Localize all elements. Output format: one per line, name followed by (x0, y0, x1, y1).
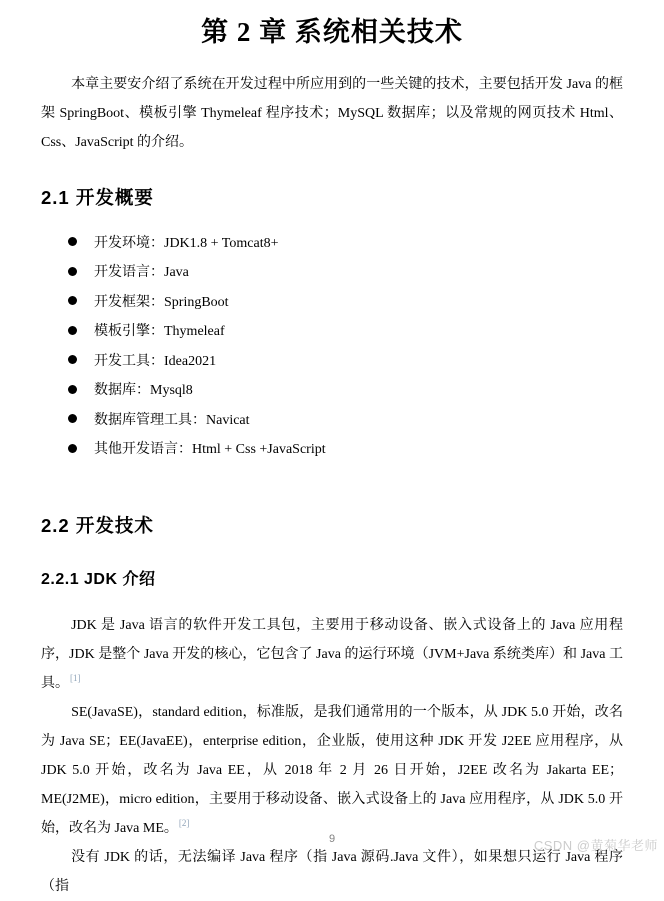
bullet-icon (68, 237, 77, 246)
chapter-title: 第 2 章 系统相关技术 (201, 17, 463, 47)
jdk-paragraph-2-text: SE(JavaSE)，standard edition，标准版，是我们通常用的一个版本，从 JDK 5.0 开始，改名为 Java SE；EE(JavaEE)，enterprise edition，企业版，使用这种 JDK 开发 J2EE 应用程序，从 JDK 5.0 开始，改名为 Java EE，从 2018 年 2 月 26 日开始，J2EE 改名为 Jakarta EE；ME(J2ME)，micro edition，主要用于移动设备、嵌入式设备上的 Java 应用程序，从 JDK 5.0 开始，改名为 Java ME。 (41, 705, 623, 836)
list-item (68, 375, 623, 405)
jdk-paragraph-1 (41, 611, 623, 698)
bullet-icon (68, 444, 77, 453)
bullet-icon (68, 385, 77, 394)
bullet-text: 数据库管理工具：Navicat (94, 412, 250, 428)
intro-paragraph: 本章主要安介绍了系统在开发过程中所应用到的一些关键的技术，主要包括开发 Java 的框架 SpringBoot、模板引擎 Thymeleaf 程序技术；MySQL 数据库；以及常规的网页技术 Html、Css、JavaScript 的介绍。 (41, 77, 623, 150)
bullet-icon (68, 326, 77, 335)
dev-overview-list (41, 227, 623, 463)
bullet-icon (68, 414, 77, 423)
bullet-text: 模板引擎：Thymeleaf (94, 324, 225, 340)
document-page (0, 14, 664, 901)
section-2-2-1-heading: 2.2.1 JDK 介绍 (41, 571, 156, 588)
jdk-paragraph-2 (41, 698, 623, 843)
bullet-icon (68, 267, 77, 276)
watermark: CSDN @黄菊华老师 (533, 838, 658, 853)
bullet-text: 开发语言：Java (94, 265, 189, 281)
bullet-text: 开发框架：SpringBoot (94, 294, 229, 310)
page-number: 9 (328, 833, 336, 845)
bullet-icon (68, 355, 77, 364)
list-item (68, 227, 623, 257)
bullet-text: 开发工具：Idea2021 (94, 353, 217, 369)
list-item (68, 404, 623, 434)
bullet-text: 开发环境：JDK1.8 + Tomcat8+ (94, 235, 279, 251)
list-item (68, 257, 623, 287)
bullet-icon (68, 296, 77, 305)
jdk-paragraph-3: 没有 JDK 的话，无法编译 Java 程序（指 Java 源码.Java 文件），如果想只运行 Java 程序（指 (41, 850, 623, 894)
section-2-2-heading: 2.2 开发技术 (41, 515, 154, 536)
reference-marker-1: [1] (70, 673, 81, 684)
list-item (68, 434, 623, 464)
list-item (68, 316, 623, 346)
bullet-text: 数据库：Mysql8 (94, 383, 193, 399)
jdk-paragraph-1-text: JDK 是 Java 语言的软件开发工具包，主要用于移动设备、嵌入式设备上的 Java 应用程序，JDK 是整个 Java 开发的核心，它包含了 Java 的运行环境（JVM+Java 系统类库）和 Java 工具。 (41, 618, 623, 691)
list-item (68, 345, 623, 375)
section-2-1-heading: 2.1 开发概要 (41, 187, 154, 208)
bullet-text: 其他开发语言：Html + Css +JavaScript (94, 442, 326, 458)
list-item (68, 286, 623, 316)
reference-marker-2: [2] (178, 818, 190, 829)
